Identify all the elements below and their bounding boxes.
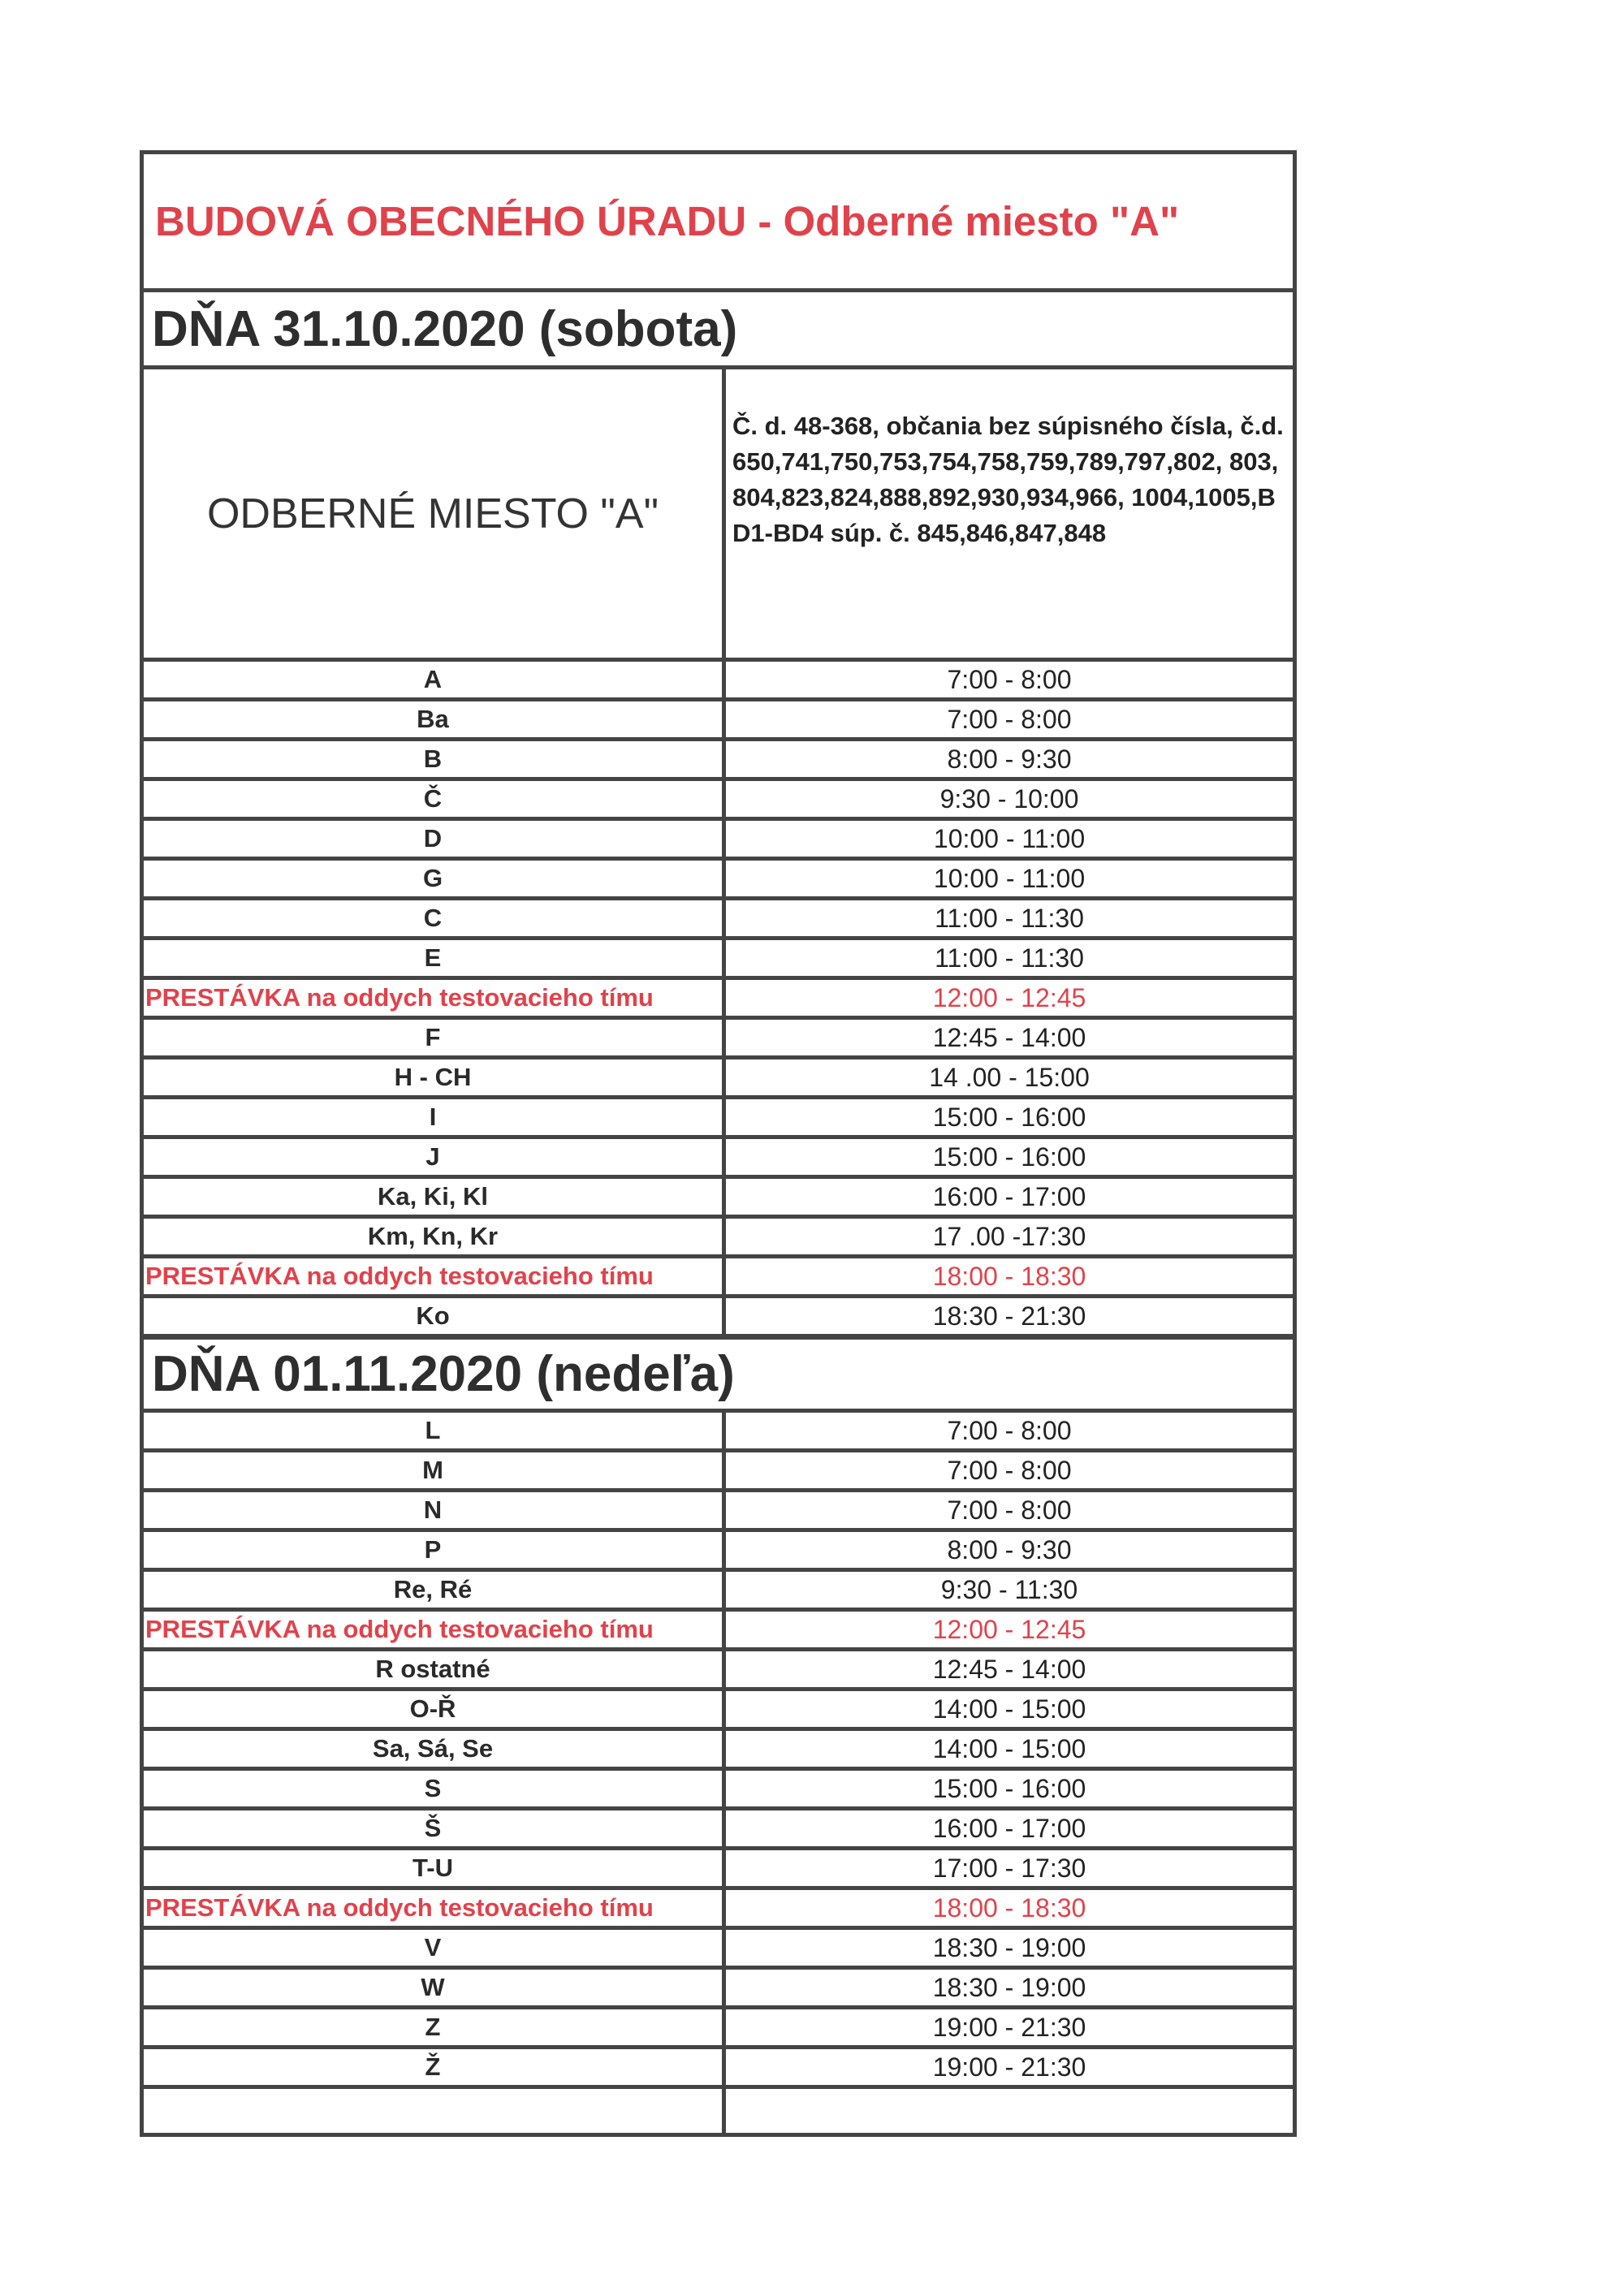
time-cell: 11:00 - 11:30 [935,943,1084,973]
time-cell: 15:00 - 16:00 [932,1774,1086,1803]
break-row [144,1258,1293,1298]
addresses-cell: Č. d. 48-368, občania bez súpisného čísla, č.d. 650,741,750,753,754,758,759,789,797,802, 803,804,823,824,888,892,930,934,966, 1004,1005,BD1-BD4 súp. č. 845,846,847,848 [732,412,1284,547]
group-cell: PRESTÁVKA na oddych testovacieho tímu [144,1612,726,1647]
time-cell [726,2089,1293,2133]
table-row [144,1930,1293,1970]
table-row [144,900,1293,940]
table-row [144,1298,1293,1338]
group-cell: Z [144,2009,726,2045]
time-cell: 14:00 - 15:00 [932,1734,1086,1763]
time-cell: 12:45 - 14:00 [932,1655,1086,1684]
group-cell: T-U [144,1850,726,1886]
group-cell: Č [144,781,726,817]
group-cell: Ka, Ki, Kl [144,1179,726,1215]
group-cell: L [144,1413,726,1448]
time-cell: 7:00 - 8:00 [947,1495,1072,1525]
time-cell: 16:00 - 17:00 [932,1814,1086,1843]
table-row [144,1572,1293,1612]
table-row [144,1532,1293,1572]
site-label-cell [144,369,726,658]
group-cell: M [144,1452,726,1488]
group-cell: Ž [144,2049,726,2085]
table-row [144,1492,1293,1532]
group-cell: I [144,1099,726,1135]
time-cell: 14:00 - 15:00 [932,1694,1086,1724]
time-cell: 10:00 - 11:00 [933,864,1086,893]
time-cell: 7:00 - 8:00 [947,1456,1072,1485]
group-cell [144,2089,726,2133]
group-cell: Re, Ré [144,1572,726,1608]
table-row [144,1970,1293,2009]
table-row [144,1731,1293,1771]
table-row [144,1179,1293,1219]
table-row-empty [144,2089,1293,2133]
table-row [144,2009,1293,2049]
day1-header-row [144,369,1293,662]
time-cell: 7:00 - 8:00 [947,705,1072,734]
site-label: ODBERNÉ MIESTO "A" [206,490,659,537]
day2-rows [144,1413,1293,2089]
schedule-table [140,150,1297,2137]
table-row [144,1850,1293,1890]
time-cell: 7:00 - 8:00 [947,665,1072,694]
time-cell: 18:00 - 18:30 [932,1893,1086,1923]
table-row [144,2049,1293,2089]
group-cell: R ostatné [144,1651,726,1687]
table-row [144,781,1293,821]
break-row [144,1612,1293,1651]
table-row [144,821,1293,861]
table-row [144,1099,1293,1139]
table-row [144,940,1293,980]
time-cell: 12:45 - 14:00 [932,1023,1086,1052]
group-cell: D [144,821,726,857]
group-cell: Sa, Sá, Se [144,1731,726,1767]
day1-rows [144,662,1293,1338]
time-cell: 15:00 - 16:00 [932,1103,1086,1132]
time-cell: 9:30 - 11:30 [940,1575,1078,1604]
time-cell: 18:30 - 19:00 [932,1973,1086,2002]
group-cell: Ba [144,701,726,737]
day2-date-label: DŇA 01.11.2020 (nedeľa) [152,1346,735,1402]
table-row [144,1651,1293,1691]
table-row [144,662,1293,701]
group-cell: V [144,1930,726,1966]
time-cell: 12:00 - 12:45 [932,983,1086,1012]
group-cell: P [144,1532,726,1568]
group-cell: Km, Kn, Kr [144,1219,726,1254]
time-cell: 8:00 - 9:30 [947,744,1072,774]
group-cell: C [144,900,726,936]
time-cell: 17 .00 -17:30 [932,1222,1086,1251]
group-cell: PRESTÁVKA na oddych testovacieho tímu [144,1258,726,1294]
group-cell: G [144,861,726,896]
table-row [144,1219,1293,1258]
title-row [144,154,1293,292]
time-cell: 18:00 - 18:30 [932,1262,1086,1291]
table-row [144,1691,1293,1731]
time-cell: 17:00 - 17:30 [932,1854,1086,1883]
group-cell: W [144,1970,726,2005]
break-row [144,1890,1293,1930]
group-cell: Ko [144,1298,726,1334]
time-cell: 10:00 - 11:00 [933,824,1086,853]
time-cell: 7:00 - 8:00 [947,1416,1072,1445]
group-cell: H - CH [144,1060,726,1095]
group-cell: J [144,1139,726,1175]
day1-date-row [144,292,1293,369]
table-row [144,861,1293,900]
day2-date-row [144,1338,1293,1413]
time-cell: 19:00 - 21:30 [932,2013,1086,2042]
time-cell: 14 .00 - 15:00 [929,1063,1090,1092]
time-cell: 15:00 - 16:00 [932,1142,1086,1172]
time-cell: 8:00 - 9:30 [947,1535,1072,1564]
group-cell: Š [144,1810,726,1846]
group-cell: O-Ř [144,1691,726,1727]
group-cell: PRESTÁVKA na oddych testovacieho tímu [144,1890,726,1926]
table-row [144,741,1293,781]
time-cell: 9:30 - 10:00 [939,784,1079,814]
time-cell: 11:00 - 11:30 [935,904,1084,933]
page-title: BUDOVÁ OBECNÉHO ÚRADU - Odberné miesto "A" [155,198,1180,244]
table-row [144,1771,1293,1810]
table-row [144,1452,1293,1492]
group-cell: B [144,741,726,777]
group-cell: E [144,940,726,976]
day1-date-label: DŇA 31.10.2020 (sobota) [152,300,738,357]
group-cell: S [144,1771,726,1806]
table-row [144,1139,1293,1179]
break-row [144,980,1293,1020]
time-cell: 18:30 - 19:00 [932,1933,1086,1962]
time-cell: 12:00 - 12:45 [932,1615,1086,1644]
table-row [144,1413,1293,1452]
table-row [144,1020,1293,1060]
table-row [144,701,1293,741]
time-cell: 16:00 - 17:00 [932,1182,1086,1211]
group-cell: N [144,1492,726,1528]
table-row [144,1810,1293,1850]
group-cell: A [144,662,726,697]
time-cell: 18:30 - 21:30 [932,1301,1086,1331]
table-row [144,1060,1293,1099]
group-cell: F [144,1020,726,1055]
group-cell: PRESTÁVKA na oddych testovacieho tímu [144,980,726,1016]
time-cell: 19:00 - 21:30 [932,2052,1086,2082]
